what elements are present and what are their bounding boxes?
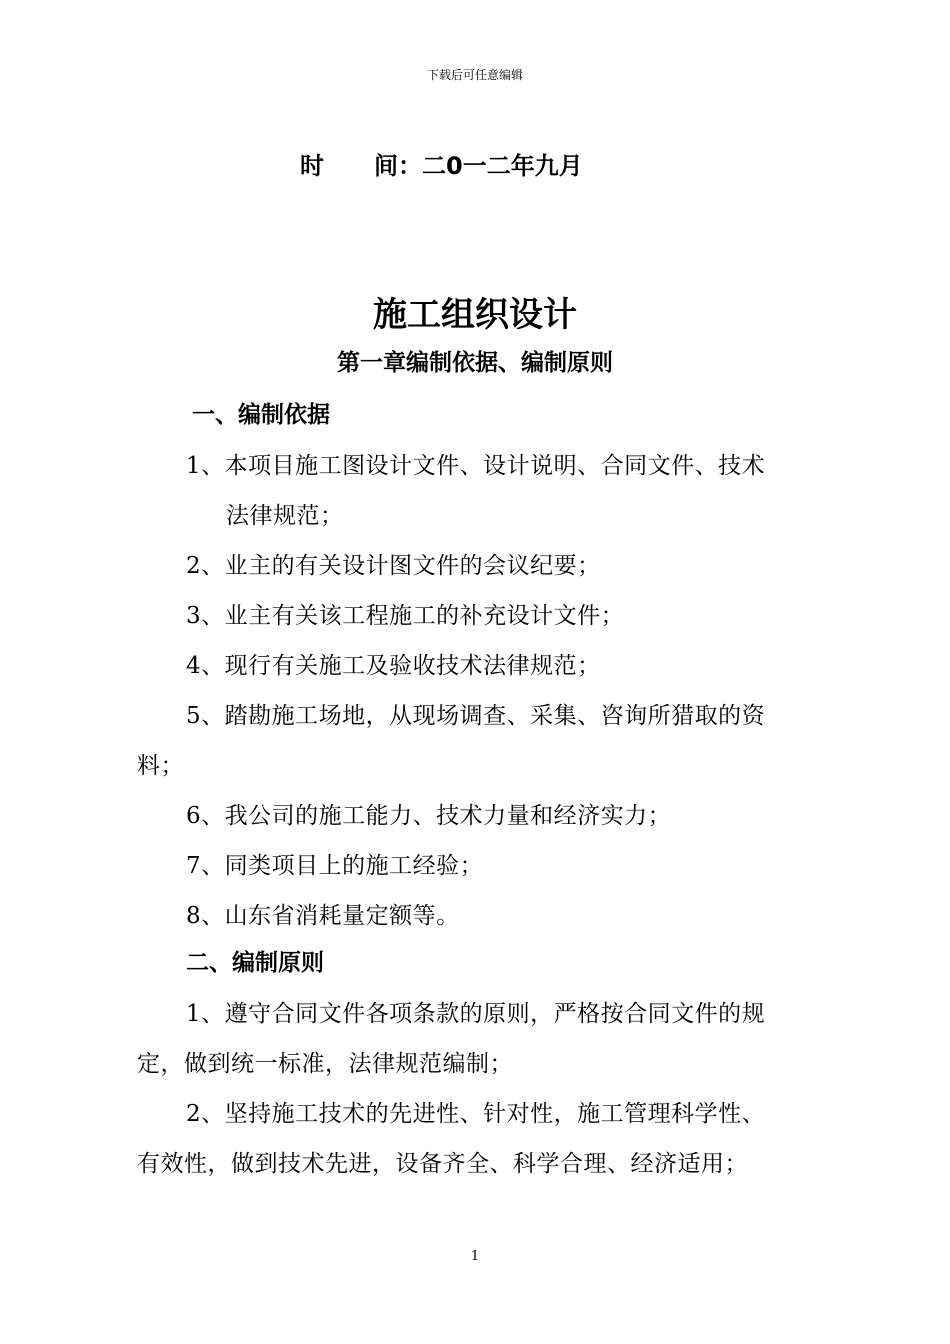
basis-line: 3、业主有关该工程施工的补充设计文件； (186, 603, 625, 629)
basis-line: 4、现行有关施工及验收技术法律规范； (186, 653, 601, 679)
principle-line: 1、遵守合同文件各项条款的原则，严格按合同文件的规 (186, 1001, 766, 1027)
date-line (300, 146, 583, 181)
basis-line: 5、踏勘施工场地，从现场调查、采集、咨询所猎取的资 (186, 703, 766, 729)
section-heading-principles: 二、编制原则 (186, 950, 324, 976)
basis-line: 1、本项目施工图设计文件、设计说明、合同文件、技术 (186, 453, 766, 479)
basis-line: 7、同类项目上的施工经验； (186, 853, 484, 879)
basis-line: 法律规范； (226, 503, 344, 529)
basis-line: 8、山东省消耗量定额等。 (186, 903, 460, 929)
page-header: 下载后可任意编辑 (426, 68, 523, 82)
basis-line: 2、业主的有关设计图文件的会议纪要； (186, 553, 601, 579)
principle-line: 定，做到统一标准，法律规范编制； (137, 1051, 513, 1077)
date-label-a: 时 (300, 152, 324, 180)
date-label-b: 间：二0一二年九月 (374, 152, 583, 180)
basis-line: 6、我公司的施工能力、技术力量和经济实力； (186, 803, 672, 829)
principle-line: 2、坚持施工技术的先进性、针对性，施工管理科学性、 (186, 1101, 766, 1127)
chapter-heading: 第一章编制依据、编制原则 (337, 350, 613, 376)
page-number: 1 (470, 1249, 480, 1264)
principle-line: 有效性，做到技术先进，设备齐全、科学合理、经济适用； (137, 1151, 748, 1177)
document-title: 施工组织设计 (373, 295, 577, 335)
basis-line: 料； (137, 753, 184, 779)
section-heading-basis: 一、编制依据 (192, 402, 330, 428)
